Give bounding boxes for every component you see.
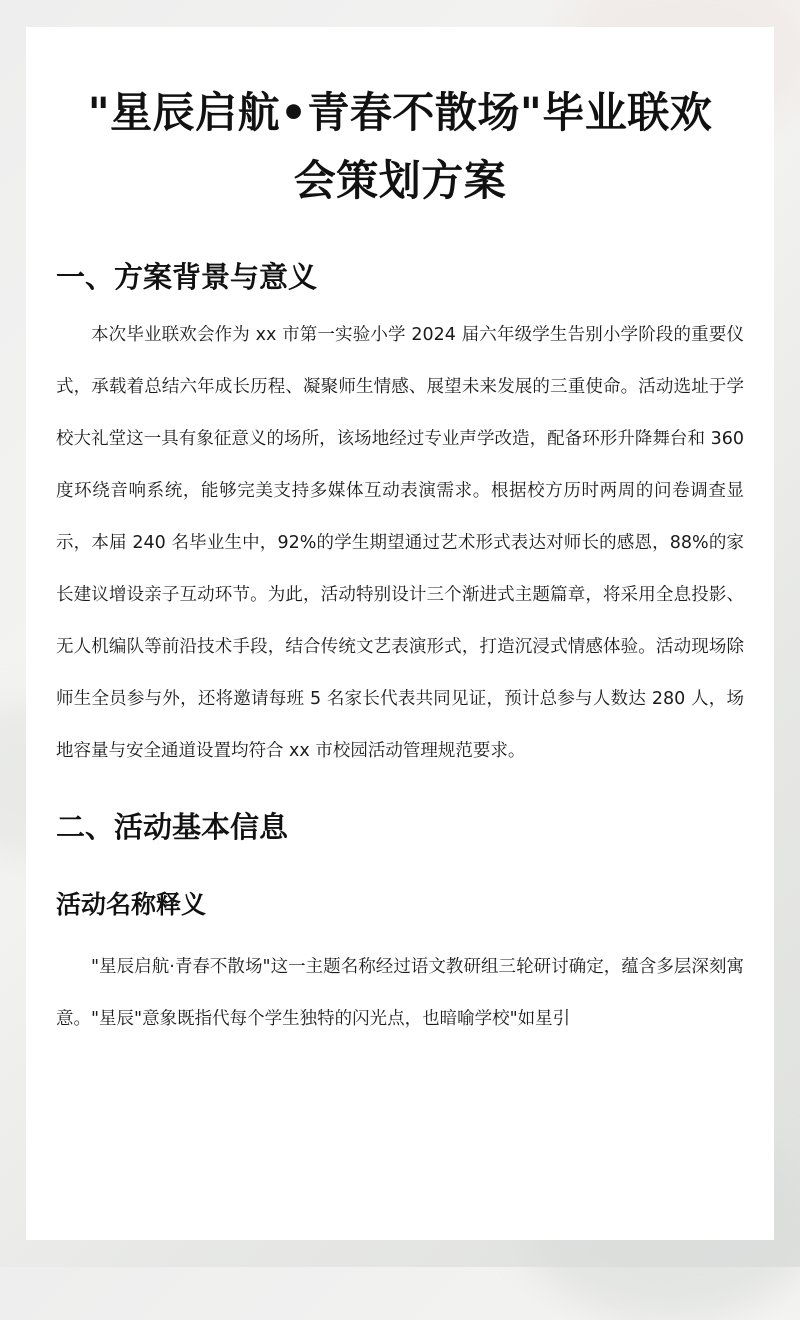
section-paragraph-name-meaning: "星辰启航·青春不散场"这一主题名称经过语文教研组三轮研讨确定，蕴含多层深刻寓意。"星辰"意象既指代每个学生独特的闪光点，也暗喻学校"如星引 [56, 957, 744, 1029]
section-heading-basic-info: 二、活动基本信息 [56, 810, 289, 844]
subheading-name-meaning: 活动名称释义 [56, 890, 207, 919]
document-title: "星辰启航•青春不散场"毕业联欢会策划方案 [87, 88, 713, 205]
section-heading-background: 一、方案背景与意义 [56, 260, 318, 294]
section-paragraph-background: 本次毕业联欢会作为 xx 市第一实验小学 2024 届六年级学生告别小学阶段的重要仪式，承载着总结六年成长历程、凝聚师生情感、展望未来发展的三重使命。活动选址于学校大礼堂这一具有象征意义的场所，该场地经过专业声学改造，配备环形升降舞台和 360 度环绕音响系统，能够完美支持多媒体互动表演需求。根据校方历时两周的问卷调查显示，本届 240 名毕业生中，92%的学生期望通过艺术形式表达对师长的感恩，88%的家长建议增设亲子互动环节。为此，活动特别设计三个渐进式主题篇章，将采用全息投影、无人机编队等前沿技术手段，结合传统文艺表演形式，打造沉浸式情感体验。活动现场除师生全员参与外，还将邀请每班 5 名家长代表共同见证，预计总参与人数达 280 人，场地容量与安全通道设置均符合 xx 市校园活动管理规范要求。 [56, 325, 744, 761]
document-page [26, 27, 774, 1240]
